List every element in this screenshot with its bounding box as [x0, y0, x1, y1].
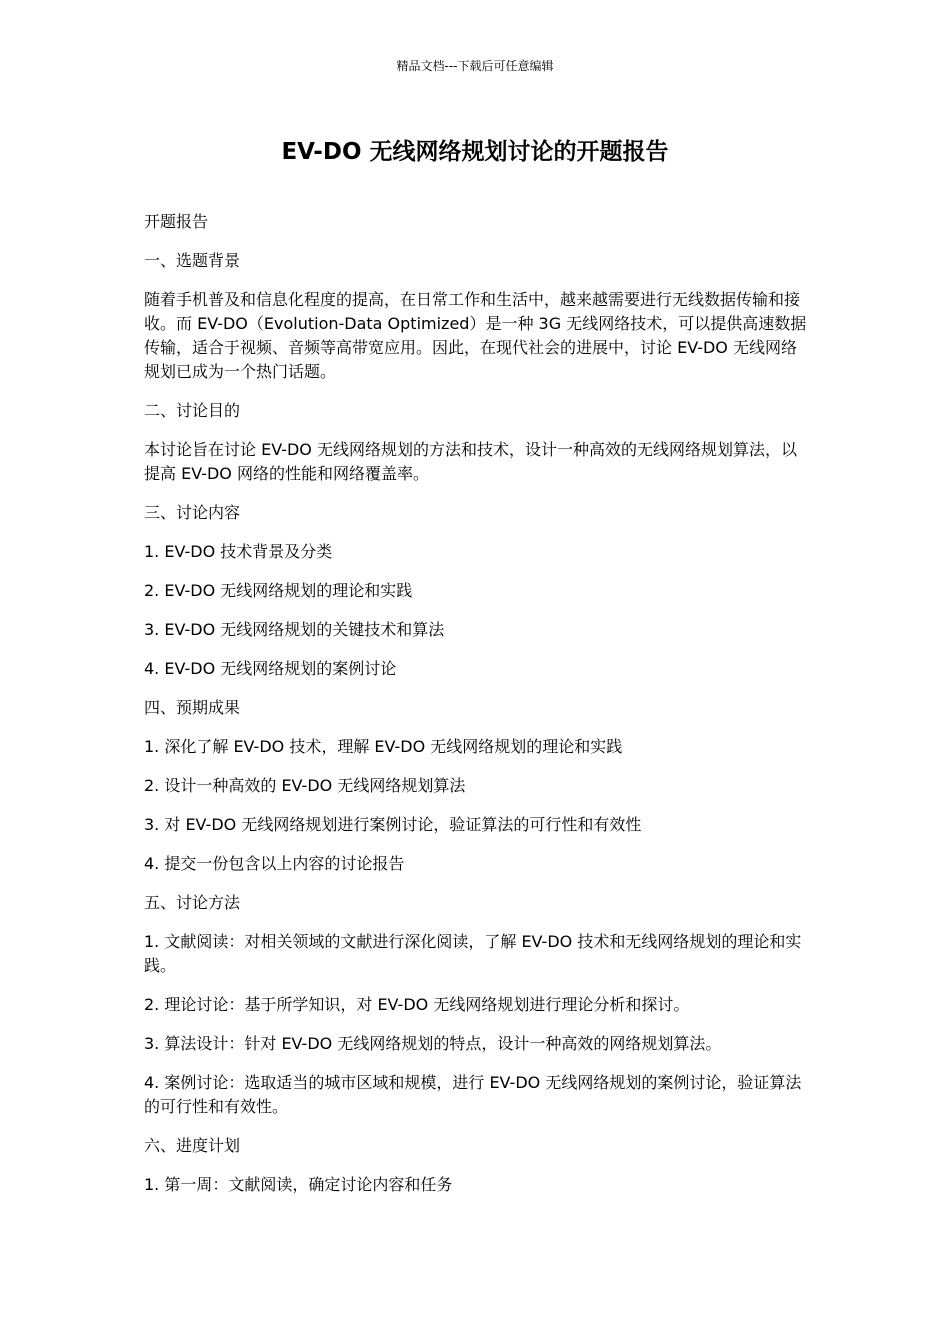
page-header: 精品文档---下载后可任意编辑 [396, 59, 554, 73]
list-item-content-3: 3. EV-DO 无线网络规划的关键技术和算法 [144, 620, 445, 639]
document-title: EV-DO 无线网络规划讨论的开题报告 [281, 139, 669, 165]
list-item-content-4: 4. EV-DO 无线网络规划的案例讨论 [144, 659, 397, 678]
paragraph-background: 随着手机普及和信息化程度的提高，在日常工作和生活中，越来越需要进行无线数据传输和接收。而 EV-DO（Evolution-Data Optimized）是一种 3G 无线网络技术，可以提供高速数据传输，适合于视频、音频等高带宽应用。因此，在现代社会的进展中，讨论 EV-DO 无线网络规划已成为一个热门话题。 [144, 290, 807, 381]
list-item-method-3: 3. 算法设计：针对 EV-DO 无线网络规划的特点，设计一种高效的网络规划算法。 [144, 1034, 722, 1053]
section-heading-background: 一、选题背景 [144, 251, 241, 270]
section-heading-schedule: 六、进度计划 [144, 1136, 241, 1155]
section-heading-purpose: 二、讨论目的 [144, 401, 241, 420]
paragraph-purpose: 本讨论旨在讨论 EV-DO 无线网络规划的方法和技术，设计一种高效的无线网络规划算法，以提高 EV-DO 网络的性能和网络覆盖率。 [144, 440, 797, 483]
list-item-outcome-1: 1. 深化了解 EV-DO 技术，理解 EV-DO 无线网络规划的理论和实践 [144, 737, 623, 756]
list-item-content-2: 2. EV-DO 无线网络规划的理论和实践 [144, 581, 413, 600]
list-item-outcome-3: 3. 对 EV-DO 无线网络规划进行案例讨论，验证算法的可行性和有效性 [144, 815, 642, 834]
paragraph-report-label: 开题报告 [144, 212, 209, 231]
list-item-schedule-1: 1. 第一周：文献阅读，确定讨论内容和任务 [144, 1175, 453, 1194]
list-item-outcome-4: 4. 提交一份包含以上内容的讨论报告 [144, 854, 405, 873]
document-body [144, 210, 810, 1212]
section-heading-methods: 五、讨论方法 [144, 893, 241, 912]
list-item-method-2: 2. 理论讨论：基于所学知识，对 EV-DO 无线网络规划进行理论分析和探讨。 [144, 995, 690, 1014]
section-heading-outcomes: 四、预期成果 [144, 698, 241, 717]
list-item-method-4: 4. 案例讨论：选取适当的城市区域和规模，进行 EV-DO 无线网络规划的案例讨论，验证算法的可行性和有效性。 [144, 1073, 802, 1116]
list-item-outcome-2: 2. 设计一种高效的 EV-DO 无线网络规划算法 [144, 776, 466, 795]
section-heading-content: 三、讨论内容 [144, 503, 241, 522]
list-item-content-1: 1. EV-DO 技术背景及分类 [144, 542, 333, 561]
list-item-method-1: 1. 文献阅读：对相关领域的文献进行深化阅读，了解 EV-DO 技术和无线网络规划的理论和实践。 [144, 932, 802, 975]
